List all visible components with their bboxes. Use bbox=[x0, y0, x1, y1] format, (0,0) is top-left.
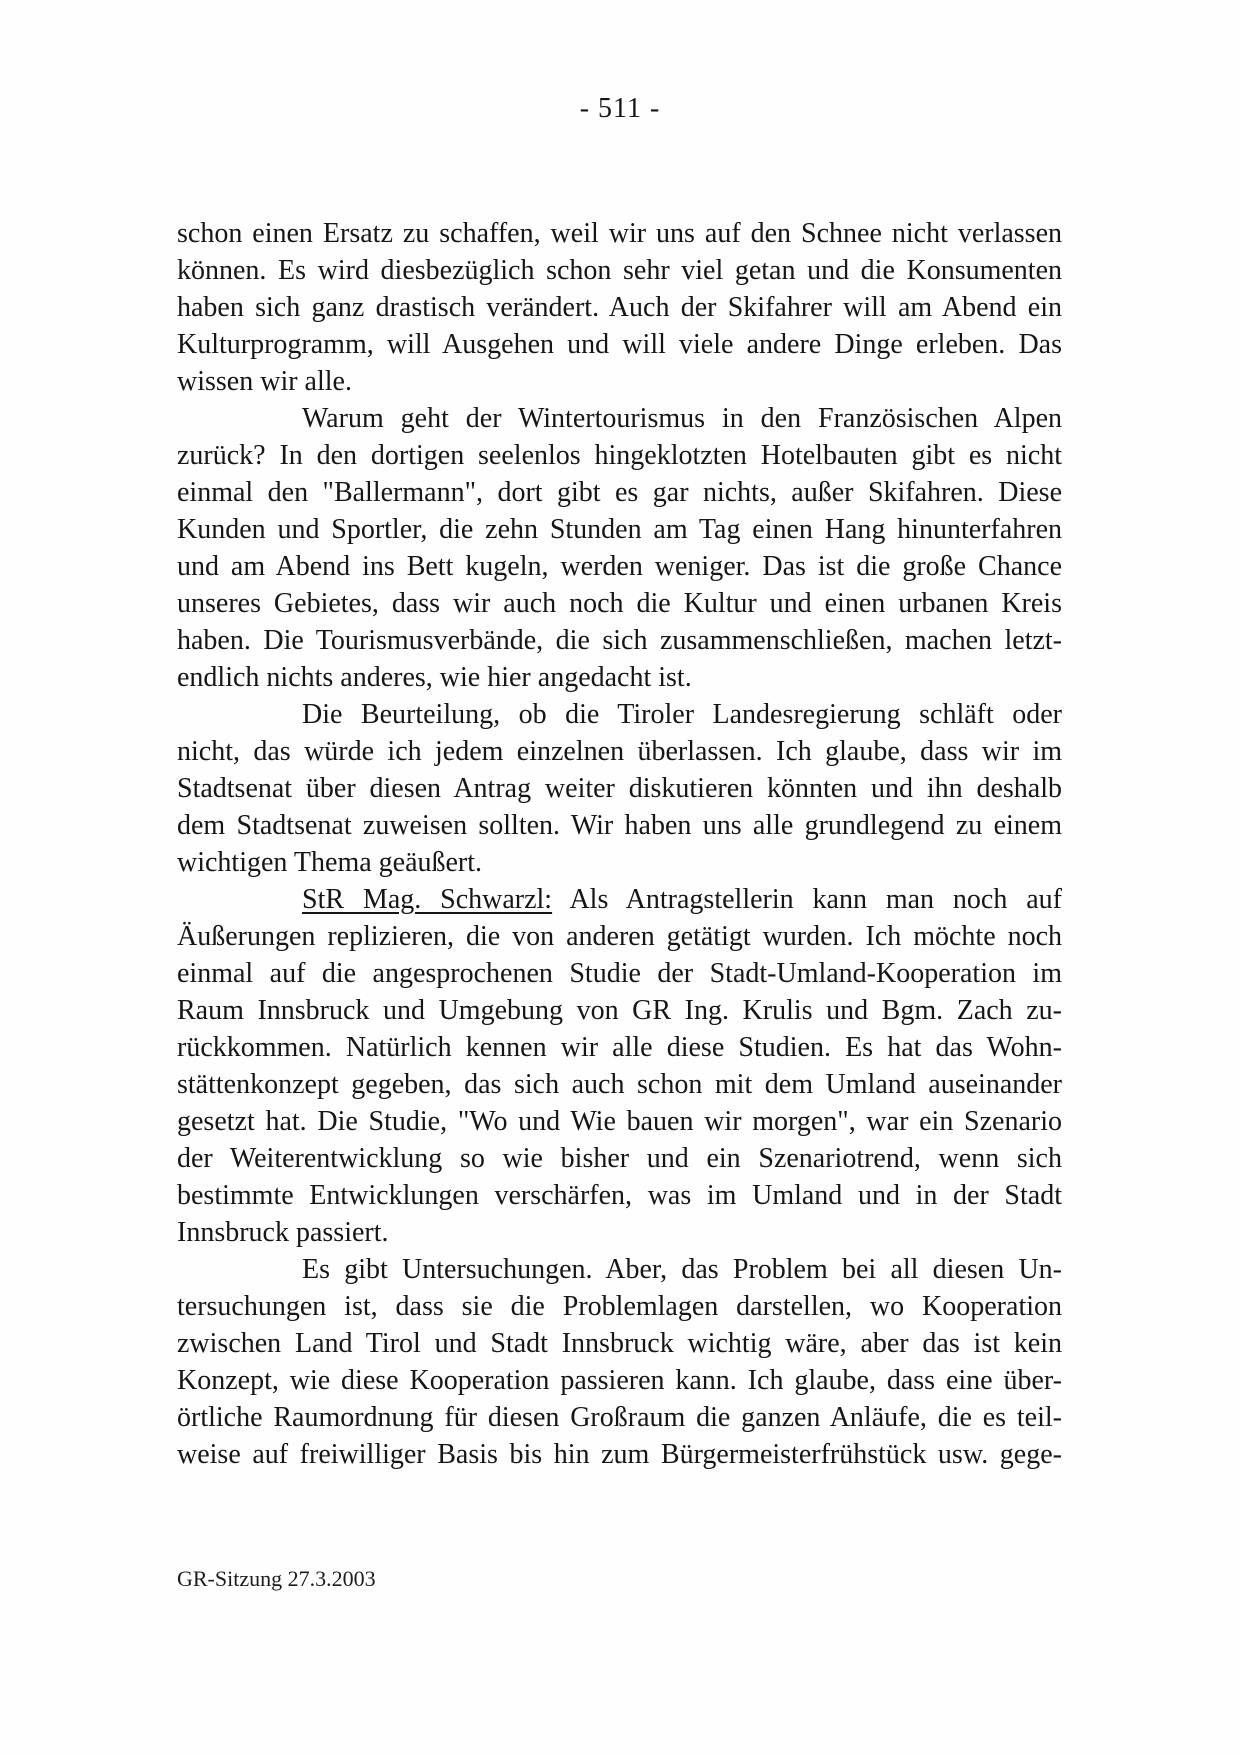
text-line: Äußerungen replizieren, die von anderen getätigt wurden. Ich möchte noch bbox=[177, 921, 1062, 952]
text-line: bestimmte Entwicklungen verschärfen, was im Umland und in der Stadt bbox=[177, 1180, 1062, 1211]
text-line: Raum Innsbruck und Umgebung von GR Ing. Krulis und Bgm. Zach zu- bbox=[177, 995, 1062, 1026]
text-line: haben sich ganz drastisch verändert. Auch der Skifahrer will am Abend ein bbox=[177, 292, 1062, 323]
speaker-name: StR Mag. Schwarzl: bbox=[302, 884, 553, 915]
text-line: einmal den "Ballermann", dort gibt es gar nichts, außer Skifahren. Diese bbox=[177, 477, 1062, 508]
text-line: Innsbruck passiert. bbox=[177, 1217, 389, 1248]
text-line: haben. Die Tourismusverbände, die sich zusammenschließen, machen letzt- bbox=[177, 625, 1062, 656]
text-line: tersuchungen ist, dass sie die Problemlagen darstellen, wo Kooperation bbox=[177, 1291, 1062, 1322]
text-line: gesetzt hat. Die Studie, "Wo und Wie bauen wir morgen", war ein Szenario bbox=[177, 1106, 1062, 1137]
text-line: nicht, das würde ich jedem einzelnen überlassen. Ich glaube, dass wir im bbox=[177, 736, 1062, 767]
paragraph bbox=[177, 400, 1062, 696]
text-line: örtliche Raumordnung für diesen Großraum die ganzen Anläufe, die es teil- bbox=[177, 1402, 1062, 1433]
text-line: schon einen Ersatz zu schaffen, weil wir uns auf den Schnee nicht verlassen bbox=[177, 218, 1062, 249]
text-line: endlich nichts anderes, wie hier angedacht ist. bbox=[177, 662, 692, 693]
paragraph bbox=[177, 1251, 1062, 1473]
text-line: wissen wir alle. bbox=[177, 366, 352, 397]
text-line: Kunden und Sportler, die zehn Stunden am Tag einen Hang hinunterfahren bbox=[177, 514, 1062, 545]
paragraph bbox=[177, 696, 1062, 881]
text-line: StR Mag. Schwarzl: Als Antragstellerin kann man noch auf bbox=[302, 884, 1062, 915]
text-line: zwischen Land Tirol und Stadt Innsbruck wichtig wäre, aber das ist kein bbox=[177, 1328, 1062, 1359]
text-line: unseres Gebietes, dass wir auch noch die Kultur und einen urbanen Kreis bbox=[177, 588, 1062, 619]
document-body bbox=[177, 215, 1062, 1473]
paragraph bbox=[177, 881, 1062, 1251]
text-line: Stadtsenat über diesen Antrag weiter diskutieren könnten und ihn deshalb bbox=[177, 773, 1062, 804]
text-line: Kulturprogramm, will Ausgehen und will viele andere Dinge erleben. Das bbox=[177, 329, 1062, 360]
text-line: wichtigen Thema geäußert. bbox=[177, 847, 483, 878]
page-number: - 511 - bbox=[579, 93, 661, 124]
paragraph bbox=[177, 215, 1062, 400]
text-line: weise auf freiwilliger Basis bis hin zum Bürgermeisterfrühstück usw. gege- bbox=[177, 1439, 1062, 1470]
text-line: stättenkonzept gegeben, das sich auch schon mit dem Umland auseinander bbox=[177, 1069, 1062, 1100]
text-line: der Weiterentwicklung so wie bisher und ein Szenariotrend, wenn sich bbox=[177, 1143, 1062, 1174]
text-line: einmal auf die angesprochenen Studie der Stadt-Umland-Kooperation im bbox=[177, 958, 1062, 989]
text-line: rückkommen. Natürlich kennen wir alle diese Studien. Es hat das Wohn- bbox=[177, 1032, 1062, 1063]
text-line: Die Beurteilung, ob die Tiroler Landesregierung schläft oder bbox=[302, 699, 1062, 730]
text-line: und am Abend ins Bett kugeln, werden weniger. Das ist die große Chance bbox=[177, 551, 1062, 582]
text-line: Es gibt Untersuchungen. Aber, das Problem bei all diesen Un- bbox=[302, 1254, 1062, 1285]
text-line: Warum geht der Wintertourismus in den Französischen Alpen bbox=[302, 403, 1062, 434]
text-line: zurück? In den dortigen seelenlos hingeklotzten Hotelbauten gibt es nicht bbox=[177, 440, 1062, 471]
footer-note: GR-Sitzung 27.3.2003 bbox=[177, 1566, 376, 1591]
text-line: können. Es wird diesbezüglich schon sehr viel getan und die Konsumenten bbox=[177, 255, 1062, 286]
text-line: dem Stadtsenat zuweisen sollten. Wir haben uns alle grundlegend zu einem bbox=[177, 810, 1062, 841]
text-line: Konzept, wie diese Kooperation passieren kann. Ich glaube, dass eine über- bbox=[177, 1365, 1062, 1396]
